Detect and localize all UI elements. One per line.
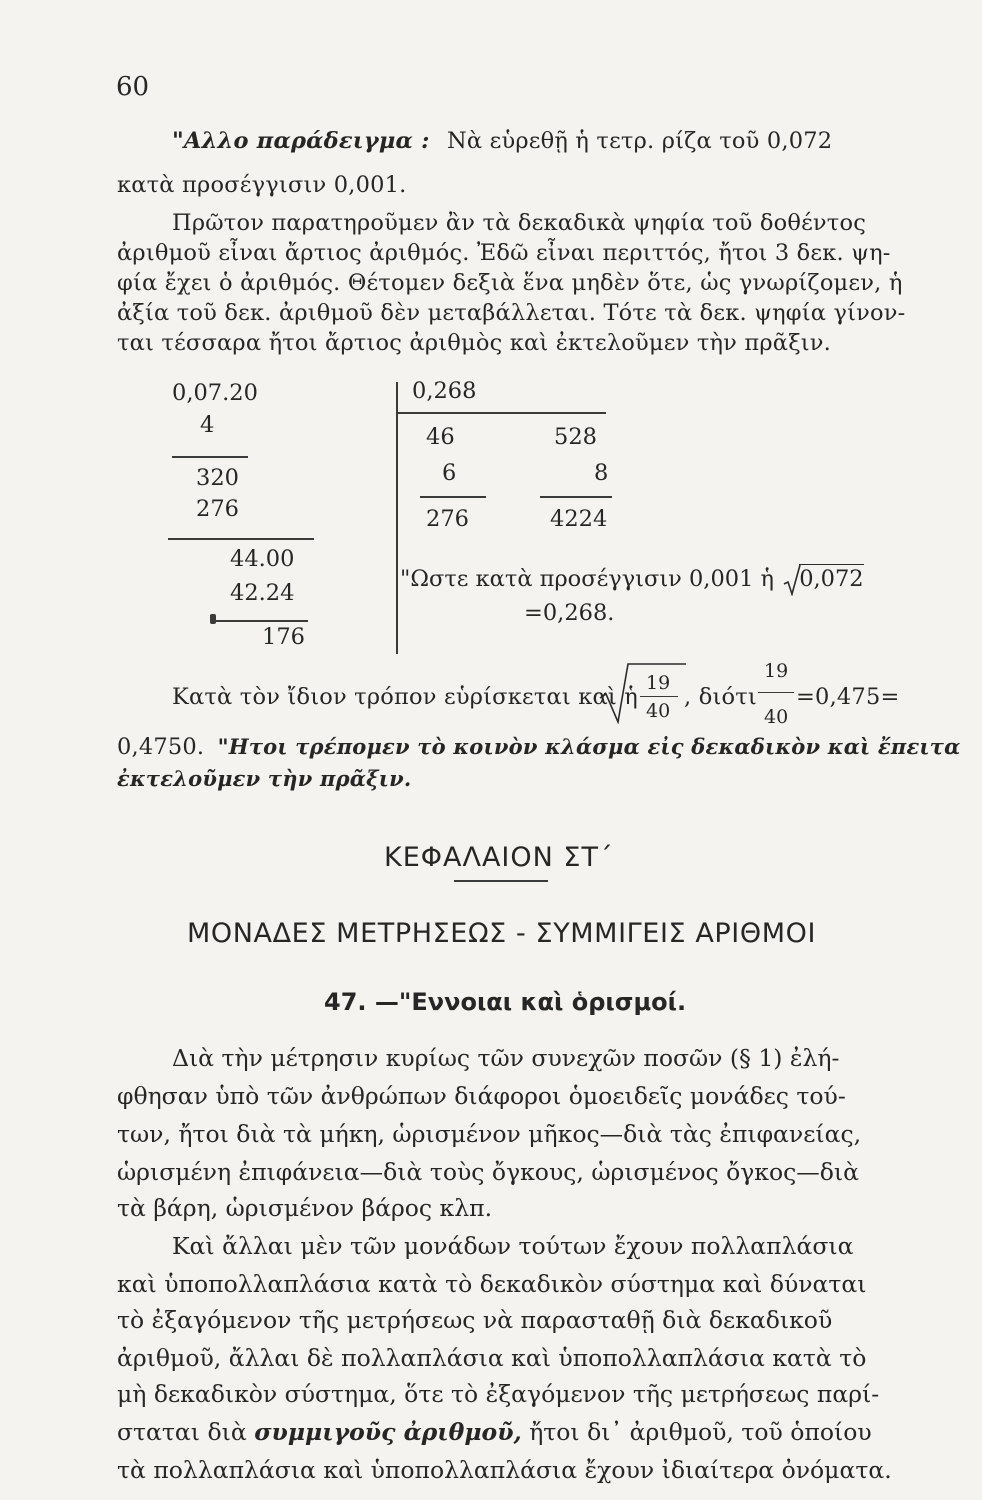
frac-numerator: 19: [764, 660, 789, 682]
para1-line: τὰ βάρη, ὡρισμένον βάρος κλπ.: [117, 1194, 493, 1222]
calc-radicand: 0,07.20: [172, 380, 258, 406]
example-para-line: ἀξία τοῦ δεκ. ἀριθμοῦ δὲν μεταβάλλεται. Τότε τὰ δεκ. ψηφία γίνον-: [117, 300, 906, 326]
result-radicand: 0,072: [799, 566, 864, 592]
aux-step: 4224: [550, 506, 608, 532]
result-line-1: [400, 566, 864, 592]
chapter-rule: [454, 880, 548, 882]
section-heading: 47. —"Εννοιαι καὶ ὁρισμοί.: [324, 988, 687, 1016]
same-way-text: Κατὰ τὸν ἴδιον τρόπον εὑρίσκεται καὶ ἡ: [172, 684, 638, 710]
calc-step: 4: [200, 412, 215, 438]
calc-step: 42.24: [230, 580, 295, 606]
example-para-line: ται τέσσαρα ἤτοι ἄρτιος ἀριθμὸς καὶ ἐκτελοῦμεν τὴν πρᾶξιν.: [117, 330, 832, 356]
example-para-line: ἀριθμοῦ εἶναι ἄρτιος ἀριθμός. Ἐδῶ εἶναι περιττός, ἤτοι 3 δεκ. ψη-: [117, 240, 891, 266]
chapter-label: ΚΕΦΑΛΑΙΟΝ ΣΤ΄: [384, 842, 614, 873]
example-para-line: φία ἔχει ὁ ἀριθμός. Θέτομεν δεξιὰ ἕνα μηδὲν ὅτε, ὡς γνωρίζομεν, ἡ: [117, 270, 903, 296]
page-number: 60: [116, 72, 150, 102]
result-text: "Ωστε κατὰ προσέγγισιν 0,001 ἡ: [400, 566, 775, 592]
para2-text: ἤτοι δι᾽ ἀριθμοῦ, τοῦ ὁποίου: [529, 1418, 872, 1446]
example-line-2: κατὰ προσέγγισιν 0,001.: [117, 172, 407, 198]
calc-rule: [420, 496, 486, 498]
para2-text: σταται διὰ: [117, 1418, 247, 1446]
decimal-value: 0,4750.: [117, 734, 205, 760]
para1-line: φθησαν ὑπὸ τῶν ἀνθρώπων διάφοροι ὁμοειδεῖς μονάδες τού-: [117, 1082, 846, 1110]
frac-bar: [758, 692, 794, 693]
example-line-1: [172, 128, 832, 154]
frac-denominator: 40: [646, 700, 671, 722]
italic-note-cont: ἐκτελοῦμεν τὴν πρᾶξιν.: [117, 766, 412, 791]
para2-line: τὸ ἐξαγόμενον τῆς μετρήσεως νὰ παρασταθῇ διὰ δεκαδικοῦ: [117, 1306, 833, 1334]
para1-line: Διὰ τὴν μέτρησιν κυρίως τῶν συνεχῶν ποσῶν (§ 1) ἐλή-: [172, 1044, 840, 1072]
example-statement: Νὰ εὑρεθῇ ἡ τετρ. ρίζα τοῦ 0,072: [446, 128, 833, 154]
dioti-text: , διότι: [684, 684, 757, 710]
example-para-line: Πρῶτον παρατηροῦμεν ἂν τὰ δεκαδικὰ ψηφία τοῦ δοθέντος: [172, 210, 867, 236]
chapter-title: ΜΟΝΑΔΕΣ ΜΕΤΡΗΣΕΩΣ - ΣΥΜΜΙΓΕΙΣ ΑΡΙΘΜΟΙ: [187, 918, 817, 949]
equals-text: =0,475=: [796, 684, 900, 710]
aux-step: 528: [554, 424, 597, 450]
para2-line: καὶ ὑποπολλαπλάσια κατὰ τὸ δεκαδικὸν σύστημα καὶ δύναται: [117, 1270, 867, 1298]
aux-step: 46: [426, 424, 455, 450]
calc-divider: [396, 382, 398, 654]
frac-numerator: 19: [646, 672, 671, 694]
emphasis: συμμιγοῦς ἀριθμοῦ,: [254, 1418, 522, 1446]
result-line-2: =0,268.: [524, 600, 615, 626]
example-label: "Αλλο παράδειγμα :: [172, 128, 430, 154]
calc-rule: [540, 496, 612, 498]
calc-rule: [168, 538, 314, 540]
frac-bar: [640, 696, 678, 697]
calc-step: 276: [196, 496, 239, 522]
result-sqrt: [783, 566, 863, 592]
radical-sign-icon: [783, 564, 801, 596]
same-way-line-2: [117, 734, 960, 760]
para2-line-6: [117, 1418, 872, 1446]
calc-root: 0,268: [412, 378, 477, 404]
italic-note: "Ητοι τρέπομεν τὸ κοινὸν κλάσμα εἰς δεκαδικὸν καὶ ἔπειτα: [217, 734, 961, 759]
para2-line: μὴ δεκαδικὸν σύστημα, ὅτε τὸ ἐξαγόμενον τῆς μετρήσεως παρί-: [117, 1380, 880, 1408]
calc-remainder: 176: [262, 624, 305, 650]
para2-line: τὰ πολλαπλάσια καὶ ὑποπολλαπλάσια ἔχουν ἰδιαίτερα ὀνόματα.: [117, 1456, 892, 1484]
aux-step: 276: [426, 506, 469, 532]
para1-line: των, ἤτοι διὰ τὰ μήκη, ὡρισμένον μῆκος—διὰ τὰς ἐπιφανείας,: [117, 1120, 862, 1148]
calc-rule: [210, 620, 308, 622]
frac-denominator: 40: [764, 706, 789, 728]
calc-rule: [172, 456, 248, 458]
calc-rule: [398, 412, 606, 414]
calc-step: 320: [196, 465, 239, 491]
para2-line: ἀριθμοῦ, ἄλλαι δὲ πολλαπλάσια καὶ ὑποπολλαπλάσια κατὰ τὸ: [117, 1344, 867, 1372]
para2-line: Καὶ ἄλλαι μὲν τῶν μονάδων τούτων ἔχουν πολλαπλάσια: [172, 1232, 854, 1260]
aux-step: 6: [442, 460, 457, 486]
aux-step: 8: [594, 460, 609, 486]
para1-line: ὡρισμένη ἐπιφάνεια—διὰ τοὺς ὄγκους, ὡρισμένος ὄγκος—διὰ: [117, 1158, 860, 1186]
radical-sign-icon: [598, 660, 688, 724]
ink-mark: [210, 614, 216, 624]
calc-step: 44.00: [230, 546, 295, 572]
